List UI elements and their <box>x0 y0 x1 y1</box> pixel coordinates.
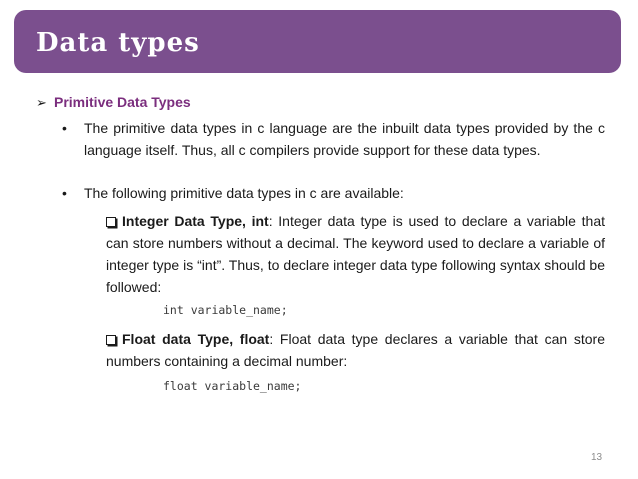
int-type-text: : Integer data type is used to declare a variable that can store numbers without a decimal. The keyword used to declare a variable of integer type is “int”. Thus, to declare integer data type following syntax should be followed: <box>106 213 605 295</box>
page-number: 13 <box>591 452 603 463</box>
section-heading-row <box>36 93 191 112</box>
section-heading: Primitive Data Types <box>54 94 191 110</box>
float-type-paragraph <box>106 328 605 372</box>
bullet-dot-icon: • <box>62 185 67 201</box>
bullet-dot-icon: • <box>62 120 67 136</box>
bullet-primitive-description: The primitive data types in c language are the inbuilt data types provided by the c language itself. Thus, all c compilers provide support for these data types. <box>84 120 605 158</box>
slide-title: Data types <box>36 28 200 58</box>
float-code-sample: float variable_name; <box>163 379 302 393</box>
int-type-heading: Integer Data Type, int <box>122 213 269 229</box>
int-code-sample: int variable_name; <box>163 303 288 317</box>
int-type-paragraph <box>106 210 605 298</box>
float-type-text: : Float data type declares a variable that can store numbers containing a decimal number: <box>106 331 605 369</box>
bullet-available-types: The following primitive data types in c are available: <box>84 185 404 201</box>
arrowhead-bullet-icon: ➢ <box>36 95 47 110</box>
float-type-heading: Float data Type, float <box>122 331 270 347</box>
shadowed-square-bullet-icon <box>106 335 116 345</box>
shadowed-square-bullet-icon <box>106 217 116 227</box>
